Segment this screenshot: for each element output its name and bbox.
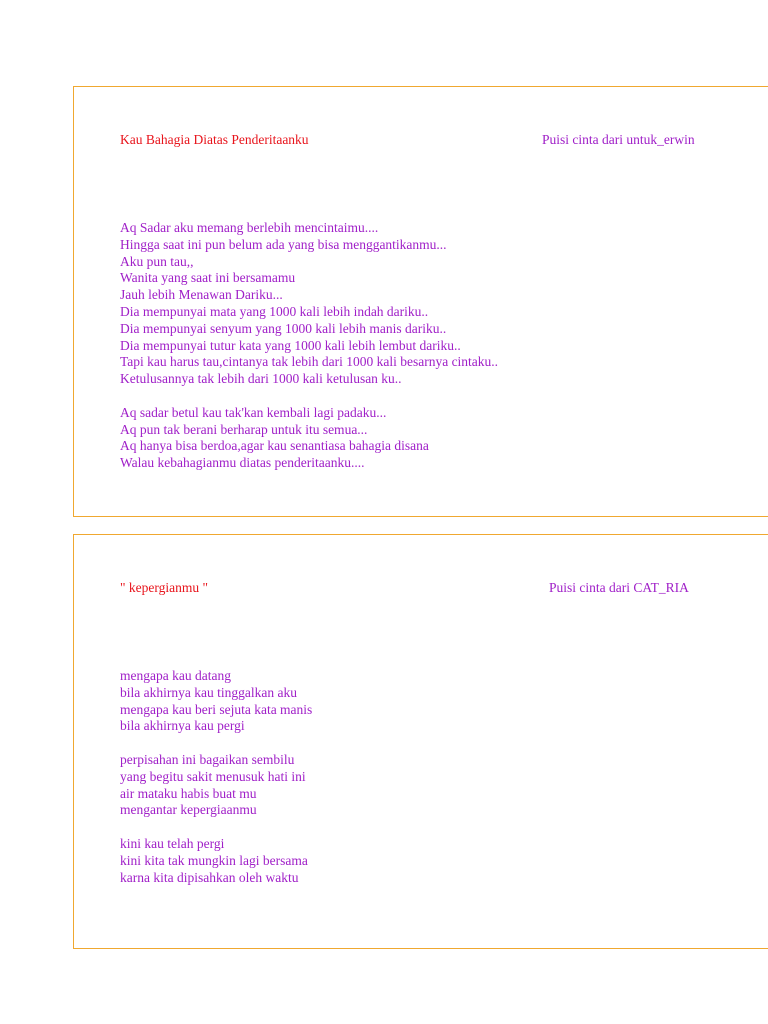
poem-line: Aq hanya bisa berdoa,agar kau senantiasa bahagia disana xyxy=(120,438,429,454)
poem-line: Ketulusannya tak lebih dari 1000 kali ketulusan ku.. xyxy=(120,371,402,387)
poem-author: Puisi cinta dari CAT_RIA xyxy=(549,580,689,595)
poem-line: mengantar kepergiaanmu xyxy=(120,802,257,818)
poem-line: perpisahan ini bagaikan sembilu xyxy=(120,751,295,767)
poem-title: Kau Bahagia Diatas Penderitaanku xyxy=(120,132,309,147)
poem-line: kini kita tak mungkin lagi bersama xyxy=(120,852,308,868)
poem-line: mengapa kau datang xyxy=(120,668,231,683)
poem-author: Puisi cinta dari untuk_erwin xyxy=(542,132,695,147)
stanza-gap xyxy=(120,819,312,836)
poem-line: Tapi kau harus tau,cintanya tak lebih dari 1000 kali besarnya cintaku.. xyxy=(120,354,499,370)
poem-line: Dia mempunyai senyum yang 1000 kali lebih manis dariku.. xyxy=(120,320,447,336)
poem-line: bila akhirnya kau tinggalkan aku xyxy=(120,684,297,700)
poem-card-2 xyxy=(73,534,768,949)
poem-card-1 xyxy=(73,86,768,517)
poem-line: karna kita dipisahkan oleh waktu xyxy=(120,869,299,885)
poem-line: Dia mempunyai tutur kata yang 1000 kali lebih lembut dariku.. xyxy=(120,337,461,353)
poem-line: Walau kebahagianmu diatas penderitaanku.... xyxy=(120,455,365,471)
poem-line: Wanita yang saat ini bersamamu xyxy=(120,270,296,286)
poem-line: mengapa kau beri sejuta kata manis xyxy=(120,701,313,717)
poem-title: " kepergianmu " xyxy=(120,580,209,595)
poem-line: Aq sadar betul kau tak'kan kembali lagi padaku... xyxy=(120,404,387,420)
poem-line: air mataku habis buat mu xyxy=(120,785,257,801)
poem-line: Dia mempunyai mata yang 1000 kali lebih indah dariku.. xyxy=(120,303,429,319)
poem-line: kini kau telah pergi xyxy=(120,835,225,851)
poem-line: Aku pun tau,, xyxy=(120,253,194,269)
poem-line: Aq pun tak berani berharap untuk itu semua... xyxy=(120,421,368,437)
poem-line: Jauh lebih Menawan Dariku... xyxy=(120,287,283,303)
poem-line: Aq Sadar aku memang berlebih mencintaimu.... xyxy=(120,220,379,235)
poem-line: Hingga saat ini pun belum ada yang bisa menggantikanmu... xyxy=(120,236,447,252)
poem-line: yang begitu sakit menusuk hati ini xyxy=(120,768,306,784)
poem-body xyxy=(120,220,498,472)
stanza-gap xyxy=(120,735,312,752)
poem-body xyxy=(120,668,312,886)
poem-line: bila akhirnya kau pergi xyxy=(120,718,245,734)
stanza-gap xyxy=(120,388,498,405)
